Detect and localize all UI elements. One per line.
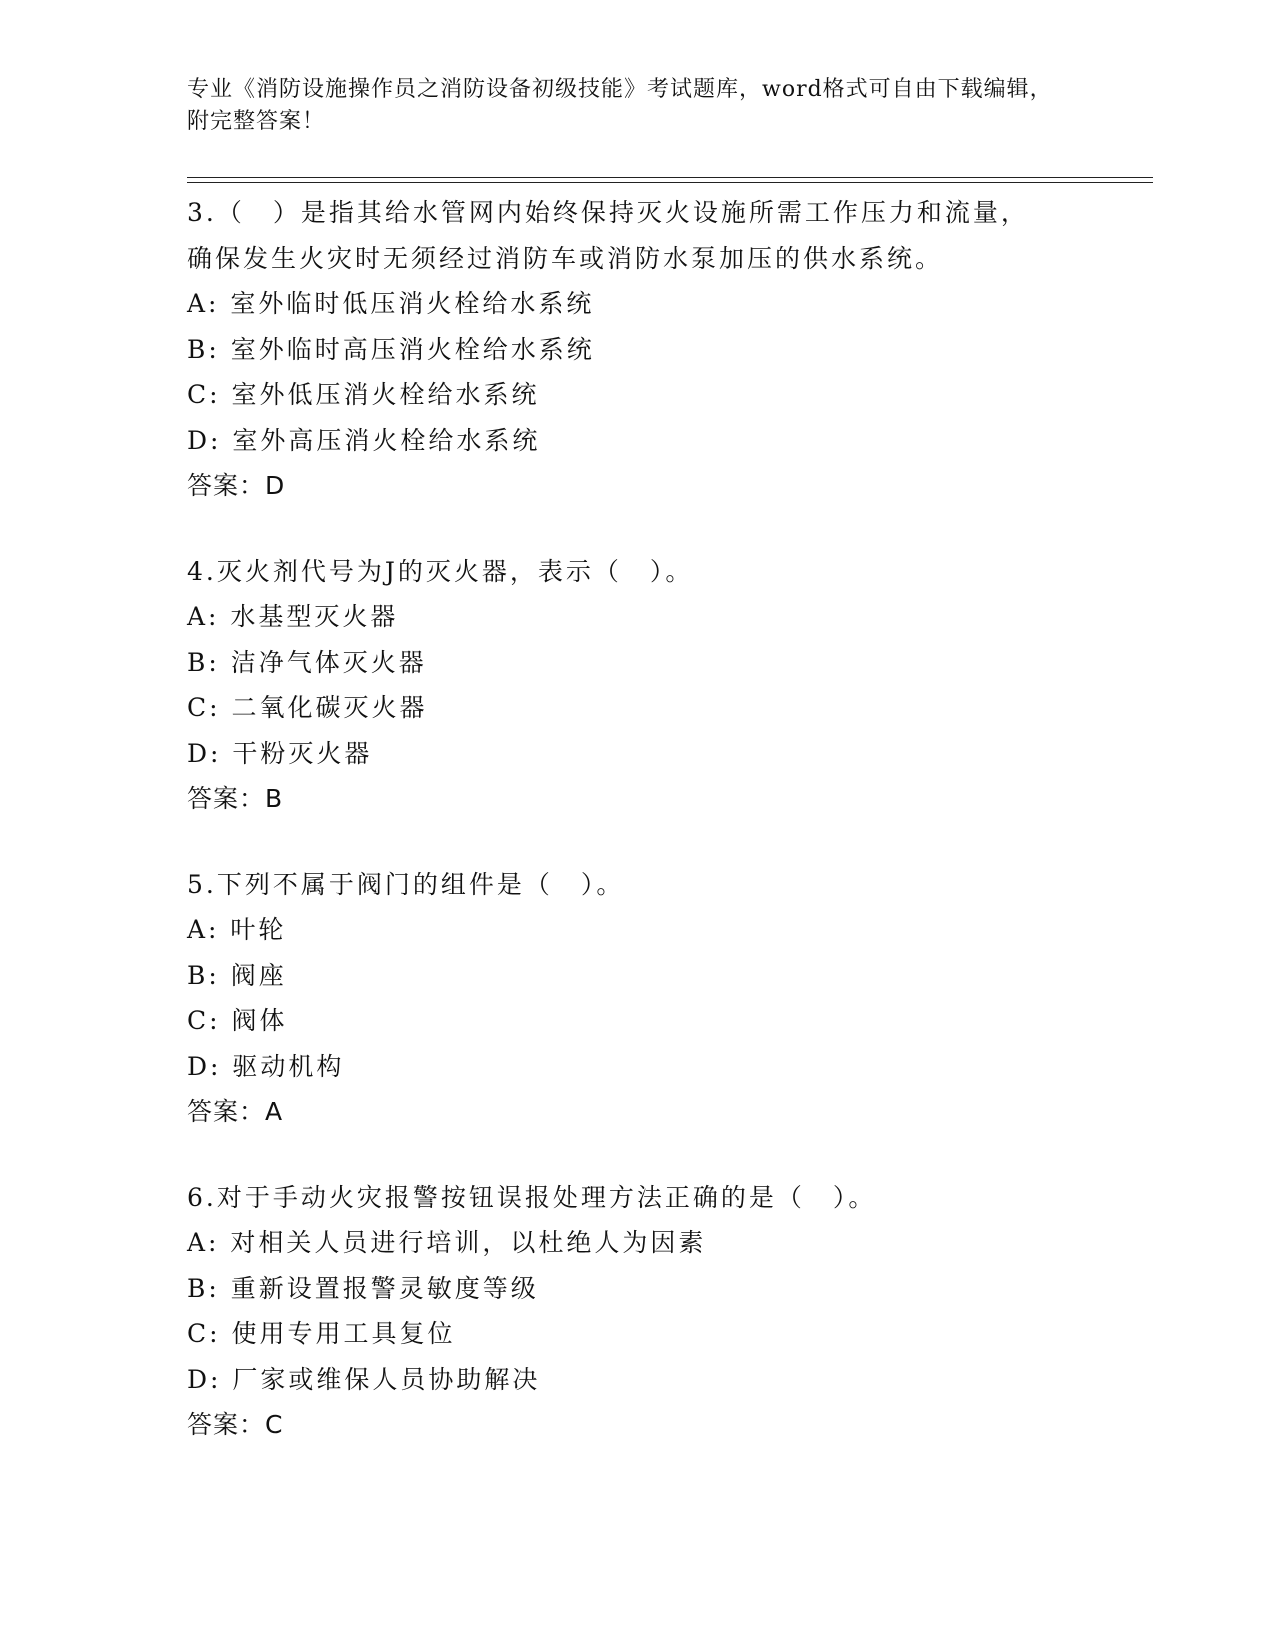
question-3 <box>187 190 1087 509</box>
document-header: 专业《消防设施操作员之消防设备初级技能》考试题库，word格式可自由下载编辑，附完整答案！ <box>187 77 1053 134</box>
header-divider-bottom <box>187 182 1153 183</box>
option-c: C: 使用专用工具复位 <box>187 1319 456 1348</box>
option-c: C: 二氧化碳灭火器 <box>187 693 428 722</box>
option-a: A: 叶轮 <box>187 915 287 944</box>
question-text: 4.灭火剂代号为J的灭火器，表示（ ）。 <box>187 556 694 586</box>
question-text: 5.下列不属于阀门的组件是（ ）。 <box>187 869 625 899</box>
question-list <box>187 190 1087 1488</box>
option-b: B: 阀座 <box>187 960 287 990</box>
answer-label: 答案：B <box>187 784 284 813</box>
option-a: A: 对相关人员进行培训，以杜绝人为因素 <box>187 1228 707 1257</box>
answer-label: 答案：A <box>187 1097 284 1126</box>
option-b: B: 洁净气体灭火器 <box>187 647 427 677</box>
header-divider-top <box>187 177 1153 178</box>
question-5 <box>187 862 1087 1135</box>
question-4 <box>187 549 1087 822</box>
question-text: 3.（ ）是指其给水管网内始终保持灭火设施所需工作压力和流量， <box>187 198 1029 227</box>
option-c: C: 阀体 <box>187 1006 288 1035</box>
question-6 <box>187 1175 1087 1448</box>
option-c: C: 室外低压消火栓给水系统 <box>187 380 540 409</box>
question-text: 6.对于手动火灾报警按钮误报处理方法正确的是（ ）。 <box>187 1182 877 1212</box>
option-d: D: 室外高压消火栓给水系统 <box>187 425 541 455</box>
answer-label: 答案：C <box>187 1410 284 1439</box>
option-a: A: 室外临时低压消火栓给水系统 <box>187 289 595 318</box>
option-b: B: 室外临时高压消火栓给水系统 <box>187 334 595 364</box>
option-d: D: 驱动机构 <box>187 1051 345 1081</box>
question-text: 确保发生火灾时无须经过消防车或消防水泵加压的供水系统。 <box>187 243 944 273</box>
option-d: D: 厂家或维保人员协助解决 <box>187 1364 541 1394</box>
option-b: B: 重新设置报警灵敏度等级 <box>187 1273 539 1303</box>
answer-label: 答案：D <box>187 471 286 500</box>
option-a: A: 水基型灭火器 <box>187 602 399 631</box>
option-d: D: 干粉灭火器 <box>187 738 373 768</box>
